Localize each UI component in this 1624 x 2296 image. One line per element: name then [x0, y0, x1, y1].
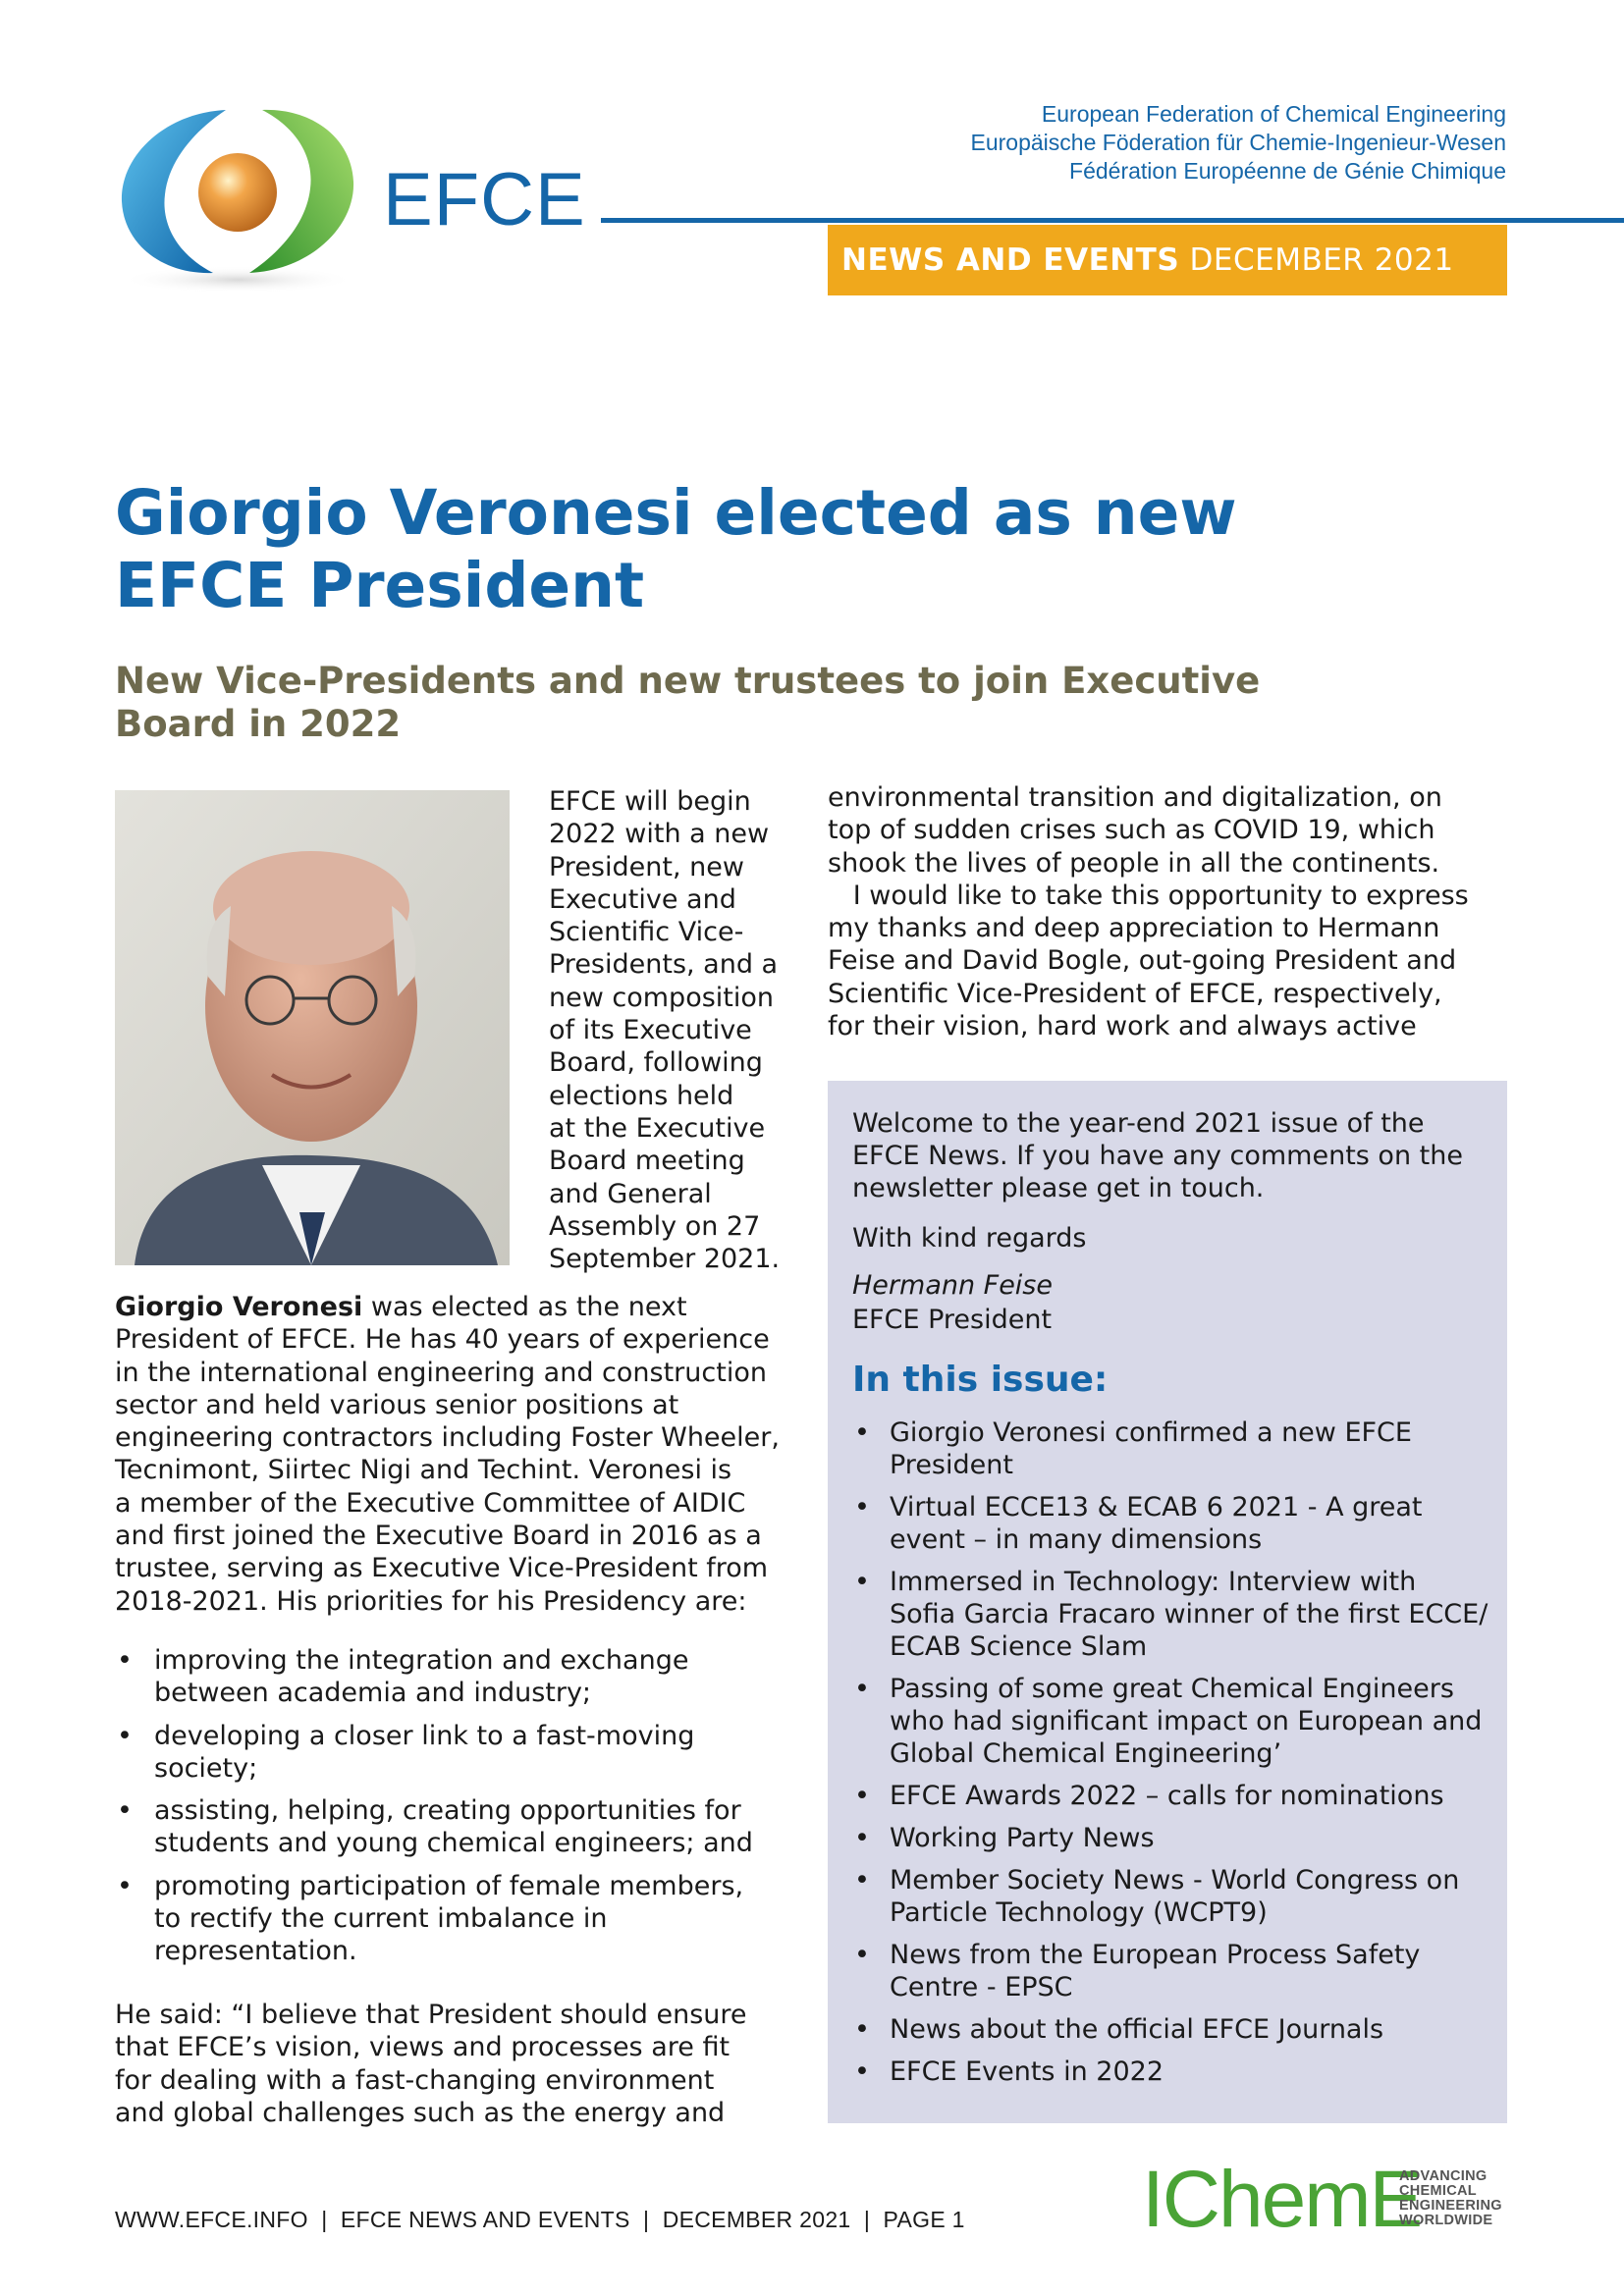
intro-line: Board, following — [549, 1047, 763, 1079]
banner-date: DECEMBER 2021 — [1179, 242, 1454, 278]
welcome-line: EFCE News. If you have any comments on the — [852, 1141, 1463, 1171]
logo-wordmark: EFCE — [383, 158, 586, 241]
bio-line: and first joined the Executive Board in 2016 as a — [115, 1521, 762, 1552]
intro-line: Board meeting — [549, 1146, 745, 1177]
issue-item — [852, 1822, 1490, 1854]
bio-line: a member of the Executive Committee of AIDIC — [115, 1487, 746, 1519]
intro-line: at the Executive — [549, 1112, 766, 1144]
issue-item-line: • Member Society News - World Congress on — [890, 1865, 1460, 1896]
quote-line: shook the lives of people in all the continents. — [828, 847, 1440, 879]
issue-item — [852, 1864, 1490, 1929]
intro-line: September 2021. — [549, 1244, 781, 1275]
bio-line: engineering contractors including Foster Wheeler, — [115, 1422, 780, 1454]
intro-line: Presidents, and a — [549, 949, 779, 981]
quote-line: He said: “I believe that President should ensure — [115, 2000, 747, 2030]
priority-item — [115, 1720, 802, 1786]
priority-item — [115, 1644, 802, 1710]
bio-paragraph — [115, 1291, 802, 1618]
priority-item-line: students and young chemical engineers; and — [154, 1828, 753, 1859]
issue-item-line: Particle Technology (WCPT9) — [890, 1897, 1268, 1928]
intro-line: elections held — [549, 1080, 734, 1111]
issue-item-line: • Passing of some great Chemical Engineers — [890, 1674, 1454, 1704]
priority-item-line: representation. — [154, 1936, 357, 1967]
bio-line: President of EFCE. He has 40 years of experience — [115, 1324, 770, 1356]
issue-item-line: President — [890, 1450, 1013, 1480]
intro-line: and General — [549, 1178, 712, 1209]
quote-line: Feise and David Bogle, out-going President and — [828, 945, 1457, 977]
in-this-issue-heading: In this issue: — [852, 1360, 1109, 1400]
welcome-line: newsletter please get in touch. — [852, 1173, 1265, 1203]
headline-line: Giorgio Veronesi elected as new — [115, 477, 1237, 549]
priority-item-line: • improving the integration and exchange — [154, 1645, 689, 1676]
priority-item-line: • assisting, helping, creating opportunities for — [154, 1795, 741, 1827]
quote-line: my thanks and deep appreciation to Hermann — [828, 913, 1440, 944]
issue-item-line: • Immersed in Technology: Interview with — [890, 1567, 1417, 1597]
issue-item-line: Centre - EPSC — [890, 1972, 1073, 2002]
quote-line: that EFCE’s vision, views and processes are fit — [115, 2032, 731, 2063]
welcome-line: Welcome to the year-end 2021 issue of the — [852, 1108, 1425, 1139]
priority-item — [115, 1870, 802, 1968]
closing-regards: With kind regards — [852, 1223, 1087, 1254]
quote-paragraph — [115, 1999, 802, 2129]
portrait-photo — [115, 790, 510, 1265]
intro-line: Assembly on 27 — [549, 1210, 761, 1242]
issue-item-line: • Giorgio Veronesi confirmed a new EFCE — [890, 1417, 1412, 1448]
org-name-german: Europäische Föderation für Chemie-Ingenieur-Wesen — [970, 130, 1506, 155]
issue-item — [852, 1780, 1490, 1812]
issue-item-line: • Working Party News — [890, 1823, 1155, 1853]
signature-name: Hermann Feise — [852, 1270, 1053, 1301]
quote-line: top of sudden crises such as COVID 19, which — [828, 815, 1435, 846]
intro-line: new composition — [549, 982, 774, 1013]
subhead-line: Board in 2022 — [115, 703, 402, 745]
priority-item-line: • promoting participation of female members, — [154, 1870, 744, 1901]
icheme-logo — [1142, 2155, 1422, 2244]
issue-banner — [828, 225, 1507, 295]
bio-line: was elected as the next — [362, 1292, 687, 1322]
bio-line: trustee, serving as Executive Vice-President from — [115, 1553, 769, 1584]
priority-item-line: society; — [154, 1752, 258, 1784]
subhead-line: New Vice-Presidents and new trustees to join Executive — [115, 660, 1261, 702]
issue-item — [852, 2056, 1490, 2088]
article-headline — [115, 477, 1342, 622]
intro-line: Scientific Vice- — [549, 917, 744, 948]
issue-item — [852, 1566, 1490, 1663]
quote-line: and global challenges such as the energy and — [115, 2097, 726, 2128]
issue-item — [852, 2013, 1490, 2046]
issue-item-line: event – in many dimensions — [890, 1524, 1263, 1555]
intro-paragraph — [549, 785, 794, 1275]
org-name-english: European Federation of Chemical Engineering — [1041, 101, 1506, 127]
tagline-line: WORLDWIDE — [1399, 2213, 1493, 2228]
issue-item-line: • News about the official EFCE Journals — [890, 2014, 1384, 2045]
issue-item-line: • Virtual ECCE13 & ECAB 6 2021 - A great — [890, 1492, 1423, 1522]
welcome-message — [852, 1107, 1490, 1204]
priority-item-line: between academia and industry; — [154, 1678, 592, 1709]
organization-names — [971, 100, 1506, 186]
quote-line: Scientific Vice-President of EFCE, respectively, — [828, 978, 1442, 1009]
quote-continuation — [828, 781, 1515, 1042]
quote-line: for dealing with a fast-changing environment — [115, 2064, 715, 2096]
issue-item — [852, 1673, 1490, 1770]
priorities-list — [115, 1644, 802, 1978]
page-footer: WWW.EFCE.INFO | EFCE NEWS AND EVENTS | DECEMBER 2021 | PAGE 1 — [115, 2207, 965, 2232]
intro-line: EFCE will begin — [549, 786, 751, 817]
issue-item-line: • EFCE Awards 2022 – calls for nominations — [890, 1781, 1444, 1811]
bio-name: Giorgio Veronesi — [115, 1292, 363, 1322]
bio-line: sector and held various senior positions at — [115, 1389, 679, 1420]
issue-item — [852, 1491, 1490, 1556]
issue-item — [852, 1939, 1490, 2003]
signature-role: EFCE President — [852, 1305, 1053, 1335]
tagline-line: ENGINEERING — [1399, 2198, 1502, 2214]
efce-logo-icon — [110, 98, 365, 294]
article-subheadline — [115, 660, 1342, 746]
issue-item-line: Sofia Garcia Fracaro winner of the first ECCE/ — [890, 1599, 1489, 1629]
issue-item-line: • News from the European Process Safety — [890, 1940, 1421, 1970]
intro-line: 2022 with a new — [549, 819, 770, 850]
priority-item-line: to rectify the current imbalance in — [154, 1903, 608, 1935]
intro-line: Executive and — [549, 883, 736, 915]
issue-item-line: ECAB Science Slam — [890, 1631, 1148, 1662]
intro-line: President, new — [549, 851, 744, 882]
in-this-issue-list — [852, 1416, 1490, 2098]
bio-line: in the international engineering and construction — [115, 1357, 767, 1388]
icheme-tagline — [1399, 2169, 1502, 2228]
priority-item-line: • developing a closer link to a fast-moving — [154, 1720, 695, 1751]
banner-title: NEWS AND EVENTS — [841, 242, 1180, 278]
quote-line: for their vision, hard work and always active — [828, 1011, 1417, 1042]
bio-line: 2018-2021. His priorities for his Presidency are: — [115, 1585, 747, 1617]
tagline-line: ADVANCING — [1399, 2168, 1488, 2184]
org-name-french: Fédération Européenne de Génie Chimique — [1069, 158, 1506, 184]
issue-item — [852, 1416, 1490, 1481]
icheme-wordmark: IChemE — [1142, 2155, 1422, 2244]
quote-line: environmental transition and digitalization, on — [828, 782, 1442, 813]
issue-item-line: who had significant impact on European and — [890, 1706, 1483, 1736]
issue-item-line: Global Chemical Engineering’ — [890, 1738, 1282, 1769]
issue-item-line: • EFCE Events in 2022 — [890, 2056, 1164, 2087]
priority-item — [115, 1794, 802, 1860]
bio-line: Tecnimont, Siirtec Nigi and Techint. Veronesi is — [115, 1455, 732, 1486]
headline-line: EFCE President — [115, 550, 645, 621]
header-divider — [601, 218, 1624, 223]
tagline-line: CHEMICAL — [1399, 2183, 1477, 2199]
intro-line: of its Executive — [549, 1015, 752, 1046]
quote-line: I would like to take this opportunity to express — [828, 880, 1469, 911]
